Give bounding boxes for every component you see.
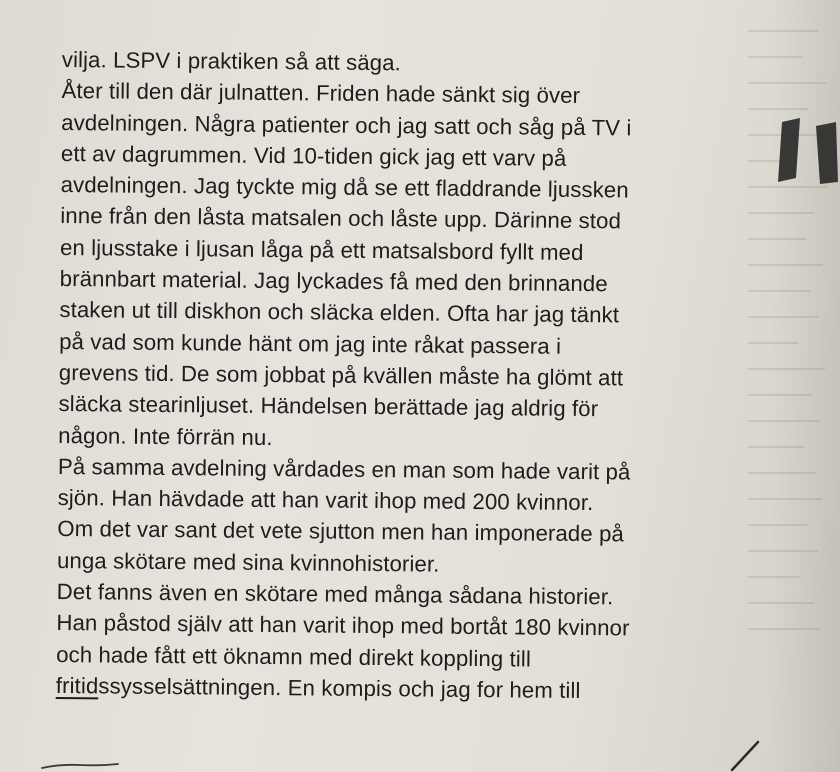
text-line-21 [56,670,746,708]
text-line-19: Han påstod själv att han varit ihop med bortåt 180 kvinnor [56,610,630,641]
text-line-2: Åter till den där julnatten. Friden hade sänkt sig över [61,78,581,109]
text-line-11: grevens tid. De som jobbat på kvällen måste ha glömt att [58,359,624,391]
text-line-20: och hade fått ett öknamn med direkt koppling till [56,641,532,672]
quotation-mark-annotation [776,112,840,184]
text-line-16: Om det var sant det vete sjutton men han imponerade på [57,516,625,547]
pen-slash-annotation [728,738,762,772]
text-line-6: inne från den låsta matsalen och låste upp. Därinne stod [60,203,622,234]
underlined-word-part: fritid [55,672,99,699]
text-line-10: på vad som kunde hänt om jag inte råkat passera i [59,328,562,359]
text-line-3: avdelningen. Några patienter och jag satt och såg på TV i [61,109,632,141]
text-line-7: en ljusstake i ljusan låga på ett matsalsbord fyllt med [59,234,584,265]
text-line-13: någon. Inte förrän nu. [58,422,273,450]
text-line-5: avdelningen. Jag tyckte mig då se ett fladdrande ljusskеn [60,172,629,203]
text-line-12: släcka stearinljuset. Händelsen berättade jag aldrig för [58,391,599,422]
text-line-8: brännbart material. Jag lyckades få med den brinnande [59,266,608,297]
text-line-17: unga skötare med sina kvinnohistorier. [56,547,440,577]
text-line-1: vilja. LSPV i praktiken så att säga. [61,46,402,76]
text-line-14: På samma avdelning vårdades en man som hade varit på [57,453,631,485]
body-text [56,44,752,708]
text-line-9: staken ut till diskhon och släcka elden. Ofta har jag tänkt [59,297,620,328]
text-line-21-rest: ssysselsättningen. En kompis och jag for hem till [98,673,581,703]
pencil-underline-annotation [40,758,120,772]
text-line-4: ett av dagrummen. Vid 10-tiden gick jag ett varv på [60,140,567,171]
text-line-15: sjön. Han hävdade att han varit ihop med 200 kvinnor. [57,485,594,516]
text-line-18: Det fanns även en skötare med många sådana historier. [56,579,614,610]
